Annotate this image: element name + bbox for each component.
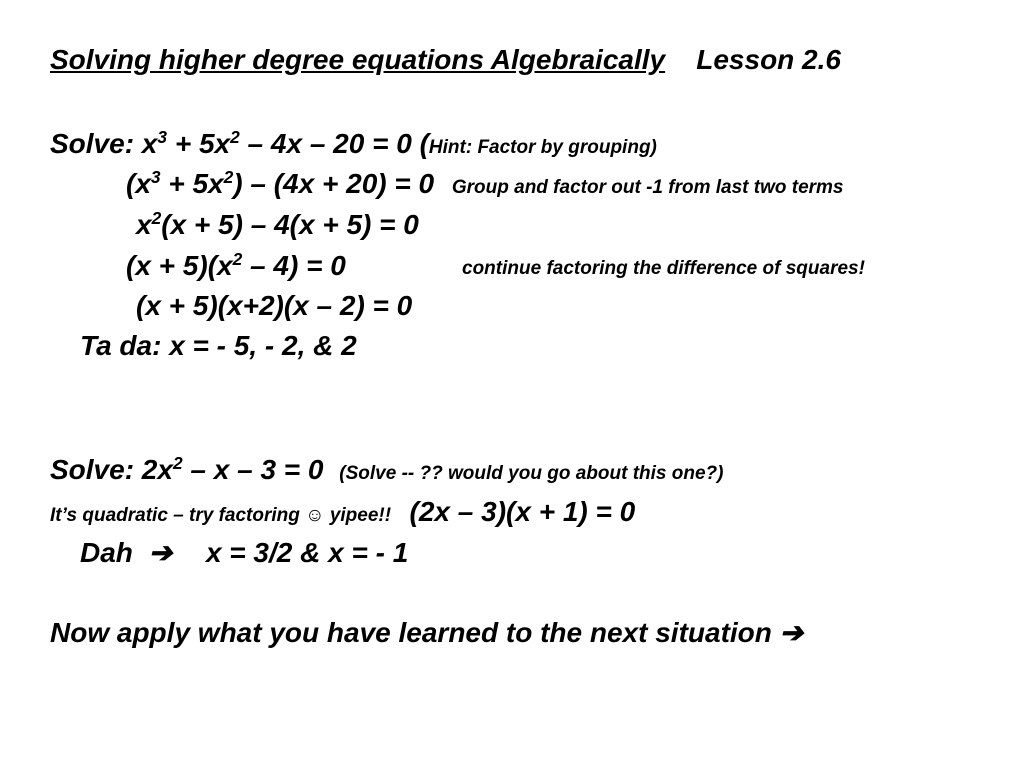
problem1-line6: Ta da: x = - 5, - 2, & 2 — [80, 330, 357, 361]
problem2-line3 — [80, 536, 408, 569]
p2l3-text-a: Dah — [80, 537, 133, 568]
problem1-line5: (x + 5)(x+2)(x – 2) = 0 — [136, 290, 413, 321]
p1l2-text-a: (x — [126, 168, 151, 199]
p1l3-exp1: 2 — [151, 208, 162, 229]
p1l4-text-b: – 4) = 0 — [242, 250, 346, 281]
lesson-title — [50, 44, 841, 76]
p1l3-text-b: (x + 5) – 4(x + 5) = 0 — [161, 209, 419, 240]
p2l1-exp1: 2 — [172, 453, 183, 474]
p2l1-note: (Solve -- ?? would you go about this one?) — [339, 463, 724, 484]
p1l2-exp1: 3 — [150, 167, 161, 188]
closing-text: Now apply what you have learned to the next situation — [50, 617, 772, 648]
closing-line — [50, 616, 803, 649]
problem1-line3 — [136, 209, 419, 241]
right-arrow-icon: ➔ — [779, 617, 804, 648]
right-arrow-icon: ➔ — [148, 537, 173, 568]
title-main: Solving higher degree equations Algebraically — [50, 44, 666, 75]
problem2-line2 — [50, 496, 635, 528]
p1l2-note: Group and factor out -1 from last two terms — [451, 177, 844, 198]
p2l1-text-a: Solve: 2x — [50, 454, 173, 485]
p1l4-exp1: 2 — [232, 249, 243, 270]
problem1-line4 — [126, 250, 346, 282]
problem1-line4-note: continue factoring the difference of squares! — [462, 258, 865, 279]
p2l2-equation: (2x – 3)(x + 1) = 0 — [409, 496, 636, 527]
p1l1-text-b: + 5x — [167, 128, 231, 159]
p1l1-exp2: 2 — [230, 127, 240, 148]
p2l3-text-b: x = 3/2 & x = - 1 — [205, 537, 409, 568]
p1l1-text-c: – 4x – 20 = 0 ( — [239, 128, 429, 159]
p2l1-text-b: – x – 3 = 0 — [182, 454, 324, 485]
p1l3-text-a: x — [136, 209, 152, 240]
p1l2-text-c: ) – (4x + 20) = 0 — [233, 168, 435, 199]
p1l1-hint: Hint: Factor by grouping) — [428, 137, 657, 158]
problem1-line2 — [126, 168, 844, 200]
problem2-line1 — [50, 454, 723, 486]
p1l1-text-a: Solve: x — [50, 128, 158, 159]
p1l1-exp1: 3 — [157, 127, 168, 148]
p1l2-exp2: 2 — [223, 167, 234, 188]
p2l2-note: It’s quadratic – try factoring ☺ yipee!! — [50, 505, 392, 526]
p1l2-text-b: + 5x — [160, 168, 224, 199]
p1l4-text-a: (x + 5)(x — [126, 250, 233, 281]
title-spacer — [673, 44, 689, 75]
title-lesson: Lesson 2.6 — [696, 44, 841, 75]
problem1-line1 — [50, 128, 657, 160]
